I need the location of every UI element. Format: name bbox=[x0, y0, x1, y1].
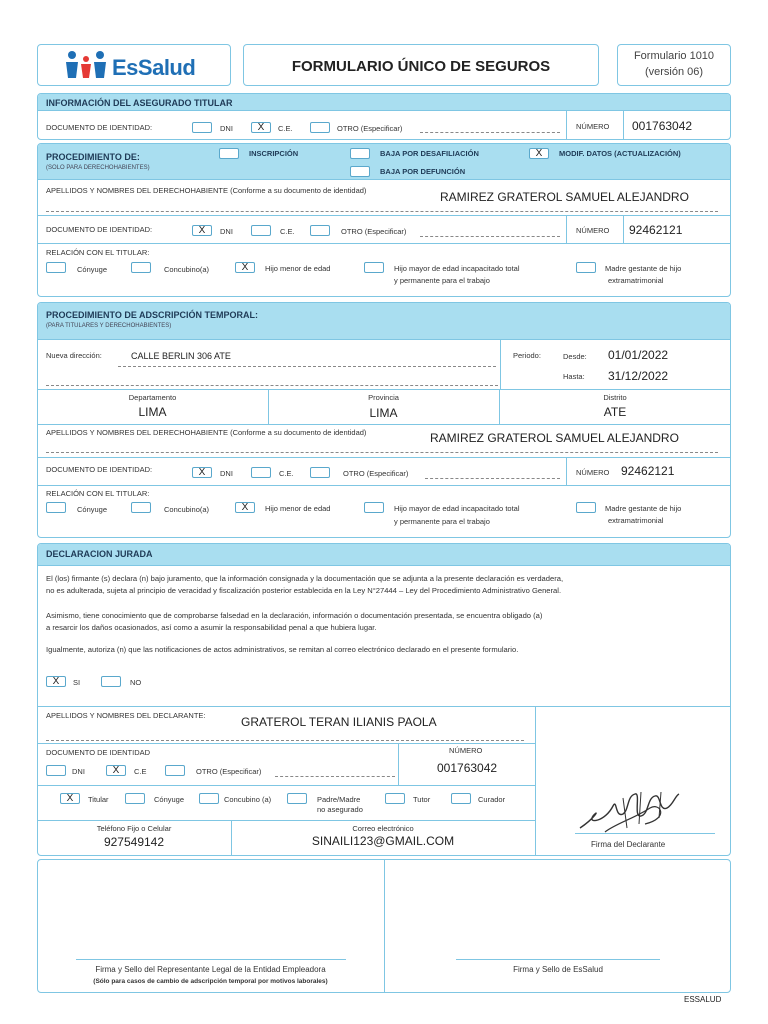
declarante-concubino-checkbox[interactable] bbox=[199, 793, 219, 804]
titular-dni-checkbox[interactable] bbox=[192, 122, 212, 133]
proc-numero-label: NÚMERO bbox=[576, 226, 610, 235]
proc-conyuge-checkbox[interactable] bbox=[46, 262, 66, 273]
proc-hijo-menor-checkbox[interactable]: X bbox=[235, 262, 255, 273]
titular-otro-checkbox[interactable] bbox=[310, 122, 330, 133]
proc-hijo-mayor-checkbox[interactable] bbox=[364, 262, 384, 273]
ads-madre-label-2: extramatrimonial bbox=[608, 516, 664, 525]
proc-madre-checkbox[interactable] bbox=[576, 262, 596, 273]
proc-hijo-menor-label: Hijo menor de edad bbox=[265, 264, 331, 273]
declarante-titular-checkbox[interactable]: X bbox=[60, 793, 80, 804]
bottom-essalud-label: ESSALUD bbox=[684, 995, 722, 1004]
si-label: SI bbox=[73, 678, 81, 687]
titular-numero-value[interactable]: 001763042 bbox=[632, 119, 693, 133]
procedimiento-subtitle: (SOLO PARA DERECHOHABIENTES) bbox=[46, 165, 150, 171]
proc-numero-value[interactable]: 92462121 bbox=[629, 223, 683, 237]
direccion-label: Nueva dirección: bbox=[46, 351, 102, 360]
provincia-value[interactable]: LIMA bbox=[369, 406, 398, 420]
baja-defuncion-label: BAJA POR DEFUNCIÓN bbox=[380, 167, 466, 176]
ads-names-value[interactable]: RAMIREZ GRATEROL SAMUEL ALEJANDRO bbox=[430, 431, 679, 445]
ads-concubino-label: Concubino(a) bbox=[164, 505, 210, 514]
proc-dni-label: DNI bbox=[220, 227, 233, 236]
essalud-family-icon bbox=[64, 50, 114, 80]
declaracion-title: DECLARACION JURADA bbox=[46, 549, 153, 559]
ads-otro-checkbox[interactable] bbox=[310, 467, 330, 478]
declarante-otro-checkbox[interactable] bbox=[165, 765, 185, 776]
correo-label: Correo electrónico bbox=[352, 824, 414, 833]
baja-desafiliacion-checkbox[interactable] bbox=[350, 148, 370, 159]
ads-concubino-checkbox[interactable] bbox=[131, 502, 151, 513]
adscripcion-title: PROCEDIMIENTO DE ADSCRIPCIÓN TEMPORAL: bbox=[46, 310, 259, 320]
declarante-doc-label: DOCUMENTO DE IDENTIDAD bbox=[46, 748, 151, 757]
declaracion-paragraph-1 bbox=[46, 573, 726, 597]
no-checkbox[interactable] bbox=[101, 676, 121, 687]
proc-hijo-mayor-label-1: Hijo mayor de edad incapacitado total bbox=[394, 264, 520, 273]
firma-declarante-label: Firma del Declarante bbox=[591, 840, 666, 849]
ads-hijo-mayor-label-1: Hijo mayor de edad incapacitado total bbox=[394, 504, 520, 513]
proc-concubino-checkbox[interactable] bbox=[131, 262, 151, 273]
ads-dni-checkbox[interactable]: X bbox=[192, 467, 212, 478]
declarante-numero-value[interactable]: 001763042 bbox=[437, 761, 498, 775]
proc-conyuge-label: Cónyuge bbox=[77, 265, 108, 274]
declaracion-paragraph-3 bbox=[46, 644, 726, 656]
declaracion-paragraph-2 bbox=[46, 610, 726, 634]
form-version: (versión 06) bbox=[644, 66, 704, 78]
declarante-padre-label-1: Padre/Madre bbox=[317, 795, 361, 804]
declaracion-p2-line1: Asimismo, tiene conocimiento que de comprobarse falsedad en la declaración, información o documentación presentada, se encuentra obligado (a) bbox=[46, 611, 543, 620]
declarante-otro-line[interactable] bbox=[275, 776, 395, 777]
titular-dni-label: DNI bbox=[220, 124, 233, 133]
declarante-padre-checkbox[interactable] bbox=[287, 793, 307, 804]
proc-madre-label-1: Madre gestante de hijo bbox=[605, 264, 682, 273]
declarante-curador-checkbox[interactable] bbox=[451, 793, 471, 804]
inscripcion-label: INSCRIPCIÓN bbox=[249, 149, 299, 158]
inscripcion-checkbox[interactable] bbox=[219, 148, 239, 159]
declarante-otro-label: OTRO (Especificar) bbox=[196, 767, 262, 776]
ads-otro-line[interactable] bbox=[425, 478, 560, 479]
declaracion-p1-line2: no es adulterada, sujeta al principio de veracidad y fiscalización posterior establecida en la Ley N°27444 – Ley del Procedimiento Administrativo General. bbox=[46, 586, 562, 595]
ads-ce-label: C.E. bbox=[279, 469, 294, 478]
proc-dni-checkbox[interactable]: X bbox=[192, 225, 212, 236]
titular-section-title: INFORMACIÓN DEL ASEGURADO TITULAR bbox=[46, 98, 233, 108]
titular-ce-label: C.E. bbox=[278, 124, 293, 133]
distrito-value[interactable]: ATE bbox=[603, 405, 627, 419]
ads-ce-checkbox[interactable] bbox=[251, 467, 271, 478]
declarante-curador-label: Curador bbox=[478, 795, 506, 804]
essalud-logo-text: EsSalud bbox=[112, 55, 196, 80]
ads-relacion-label: RELACIÓN CON EL TITULAR: bbox=[46, 489, 150, 498]
declarante-names-label: APELLIDOS Y NOMBRES DEL DECLARANTE: bbox=[46, 711, 206, 720]
declarante-numero-label: NÚMERO bbox=[449, 746, 483, 755]
telefono-label: Teléfono Fijo o Celular bbox=[96, 824, 172, 833]
proc-names-value[interactable]: RAMIREZ GRATEROL SAMUEL ALEJANDRO bbox=[440, 190, 689, 204]
proc-ce-label: C.E. bbox=[280, 227, 295, 236]
proc-relacion-label: RELACIÓN CON EL TITULAR: bbox=[46, 248, 150, 257]
baja-defuncion-checkbox[interactable] bbox=[350, 166, 370, 177]
declarante-conyuge-checkbox[interactable] bbox=[125, 793, 145, 804]
hasta-label: Hasta: bbox=[563, 372, 585, 381]
adscripcion-subtitle: (PARA TITULARES Y DERECHOHABIENTES) bbox=[46, 323, 172, 329]
declarante-signature-icon bbox=[575, 788, 685, 836]
declaracion-p3-line1: Igualmente, autoriza (n) que las notificaciones de actos administrativos, se remitan al correo electrónico declarado en el presente formulario. bbox=[46, 645, 519, 654]
departamento-label: Departamento bbox=[128, 393, 177, 402]
ads-numero-value[interactable]: 92462121 bbox=[621, 464, 675, 478]
ads-numero-label: NÚMERO bbox=[576, 468, 610, 477]
ads-doc-label: DOCUMENTO DE IDENTIDAD: bbox=[46, 465, 153, 474]
declarante-names-value[interactable]: GRATEROL TERAN ILIANIS PAOLA bbox=[241, 715, 437, 729]
ads-names-label: APELLIDOS Y NOMBRES DEL DERECHOHABIENTE (Conforme a su documento de identidad) bbox=[46, 428, 367, 437]
direccion-value[interactable]: CALLE BERLIN 306 ATE bbox=[131, 351, 231, 361]
ads-hijo-menor-label: Hijo menor de edad bbox=[265, 504, 331, 513]
titular-otro-line[interactable] bbox=[420, 132, 560, 133]
proc-ce-checkbox[interactable] bbox=[251, 225, 271, 236]
baja-desafiliacion-label: BAJA POR DESAFILIACIÓN bbox=[380, 149, 479, 158]
no-label: NO bbox=[130, 678, 142, 687]
form-title: FORMULARIO ÚNICO DE SEGUROS bbox=[291, 58, 551, 75]
titular-ce-checkbox[interactable]: X bbox=[251, 122, 271, 133]
ads-hijo-mayor-checkbox[interactable] bbox=[364, 502, 384, 513]
proc-doc-label: DOCUMENTO DE IDENTIDAD: bbox=[46, 225, 153, 234]
declarante-dni-checkbox[interactable] bbox=[46, 765, 66, 776]
procedimiento-title: PROCEDIMIENTO DE: bbox=[46, 152, 140, 162]
firma-empleadora-note: (Sólo para casos de cambio de adscripción temporal por motivos laborales) bbox=[93, 978, 328, 985]
ads-hijo-mayor-label-2: y permanente para el trabajo bbox=[394, 517, 490, 526]
titular-otro-label: OTRO (Especificar) bbox=[337, 124, 403, 133]
declaracion-p1-line1: El (los) firmante (s) declara (n) bajo juramento, que la información consignada y la documentación que se adjunta a la presente declaración es verdadera, bbox=[46, 574, 564, 583]
declarante-padre-label-2: no asegurado bbox=[317, 805, 363, 814]
correo-value[interactable]: SINAILI123@GMAIL.COM bbox=[311, 834, 455, 848]
declarante-dni-label: DNI bbox=[72, 767, 85, 776]
declaracion-p2-line2: a resarcir los daños ocasionados, así como a asumir la responsabilidad penal a que hubiera lugar. bbox=[46, 623, 377, 632]
proc-otro-line[interactable] bbox=[420, 236, 560, 237]
ads-dni-label: DNI bbox=[220, 469, 233, 478]
si-checkbox[interactable]: X bbox=[46, 676, 66, 687]
proc-hijo-mayor-label-2: y permanente para el trabajo bbox=[394, 276, 490, 285]
firma-empleadora-label: Firma y Sello del Representante Legal de la Entidad Empleadora bbox=[95, 965, 326, 974]
ads-madre-checkbox[interactable] bbox=[576, 502, 596, 513]
ads-conyuge-checkbox[interactable] bbox=[46, 502, 66, 513]
firma-essalud-label: Firma y Sello de EsSalud bbox=[513, 965, 603, 974]
declarante-concubino-label: Concubino (a) bbox=[224, 795, 272, 804]
declarante-ce-checkbox[interactable]: X bbox=[106, 765, 126, 776]
modif-datos-label: MODIF. DATOS (ACTUALIZACIÓN) bbox=[559, 149, 681, 158]
proc-concubino-label: Concubino(a) bbox=[164, 265, 210, 274]
declarante-titular-label: Titular bbox=[88, 795, 109, 804]
form-number: Formulario 1010 bbox=[633, 50, 715, 62]
hasta-value[interactable]: 31/12/2022 bbox=[608, 369, 669, 383]
distrito-label: Distrito bbox=[603, 393, 627, 402]
proc-otro-label: OTRO (Especificar) bbox=[341, 227, 407, 236]
titular-doc-label: DOCUMENTO DE IDENTIDAD: bbox=[46, 123, 153, 132]
ads-otro-label: OTRO (Especificar) bbox=[343, 469, 409, 478]
periodo-label: Periodo: bbox=[513, 351, 541, 360]
ads-conyuge-label: Cónyuge bbox=[77, 505, 108, 514]
desde-label: Desde: bbox=[563, 352, 587, 361]
ads-madre-label-1: Madre gestante de hijo bbox=[605, 504, 682, 513]
declarante-tutor-checkbox[interactable] bbox=[385, 793, 405, 804]
declarante-ce-label: C.E bbox=[134, 767, 147, 776]
titular-numero-label: NÚMERO bbox=[576, 122, 610, 131]
ads-hijo-menor-checkbox[interactable]: X bbox=[235, 502, 255, 513]
proc-otro-checkbox[interactable] bbox=[310, 225, 330, 236]
telefono-value[interactable]: 927549142 bbox=[103, 835, 165, 849]
modif-datos-checkbox[interactable]: X bbox=[529, 148, 549, 159]
departamento-value[interactable]: LIMA bbox=[138, 405, 167, 419]
provincia-label: Provincia bbox=[368, 393, 399, 402]
proc-madre-label-2: extramatrimonial bbox=[608, 276, 664, 285]
declarante-tutor-label: Tutor bbox=[413, 795, 431, 804]
declarante-conyuge-label: Cónyuge bbox=[154, 795, 185, 804]
proc-names-label: APELLIDOS Y NOMBRES DEL DERECHOHABIENTE (Conforme a su documento de identidad) bbox=[46, 186, 367, 195]
desde-value[interactable]: 01/01/2022 bbox=[608, 348, 669, 362]
